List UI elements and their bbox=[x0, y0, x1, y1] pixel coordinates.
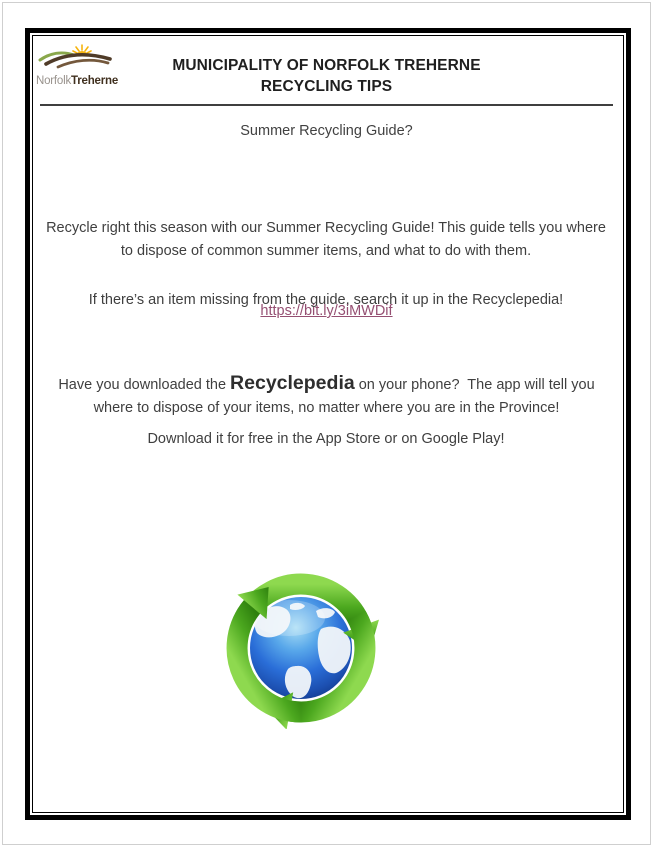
title-line-2: RECYCLING TIPS bbox=[260, 78, 393, 95]
bitly-hyperlink[interactable]: https://bit.ly/3iMWDif bbox=[260, 303, 393, 319]
page-title bbox=[0, 55, 653, 97]
logo-text-norfolk: Norfolk bbox=[36, 75, 72, 87]
recycle-globe-image bbox=[204, 563, 388, 729]
paragraph-item-missing: If there’s an item missing from the guide, search it up in the Recyclepedia! bbox=[88, 291, 564, 308]
recycle-arrows-around-globe-icon bbox=[204, 563, 388, 729]
paragraph-download-free: Download it for free in the App Store or on Google Play! bbox=[147, 430, 505, 447]
paragraph-summer-guide: Recycle right this season with our Summer Recycling Guide! This guide tells you where to dispose of common summer items, and what to do with them. bbox=[46, 219, 606, 259]
logo-text-treherne: Treherne bbox=[71, 75, 119, 87]
link-line bbox=[0, 303, 653, 319]
title-line-1: MUNICIPALITY OF NORFOLK TREHERNE bbox=[172, 57, 481, 74]
document-subtitle: Summer Recycling Guide? bbox=[240, 123, 413, 139]
paragraph-recyclepedia-app bbox=[40, 372, 613, 420]
p3-text-after: on your phone? The app will tell you where to dispose of your items, no matter where you are in the Province! bbox=[93, 376, 595, 416]
header-divider bbox=[40, 104, 613, 106]
p3-text-before: Have you downloaded the bbox=[58, 376, 231, 393]
recyclepedia-bold-word: Recyclepedia bbox=[230, 371, 355, 394]
